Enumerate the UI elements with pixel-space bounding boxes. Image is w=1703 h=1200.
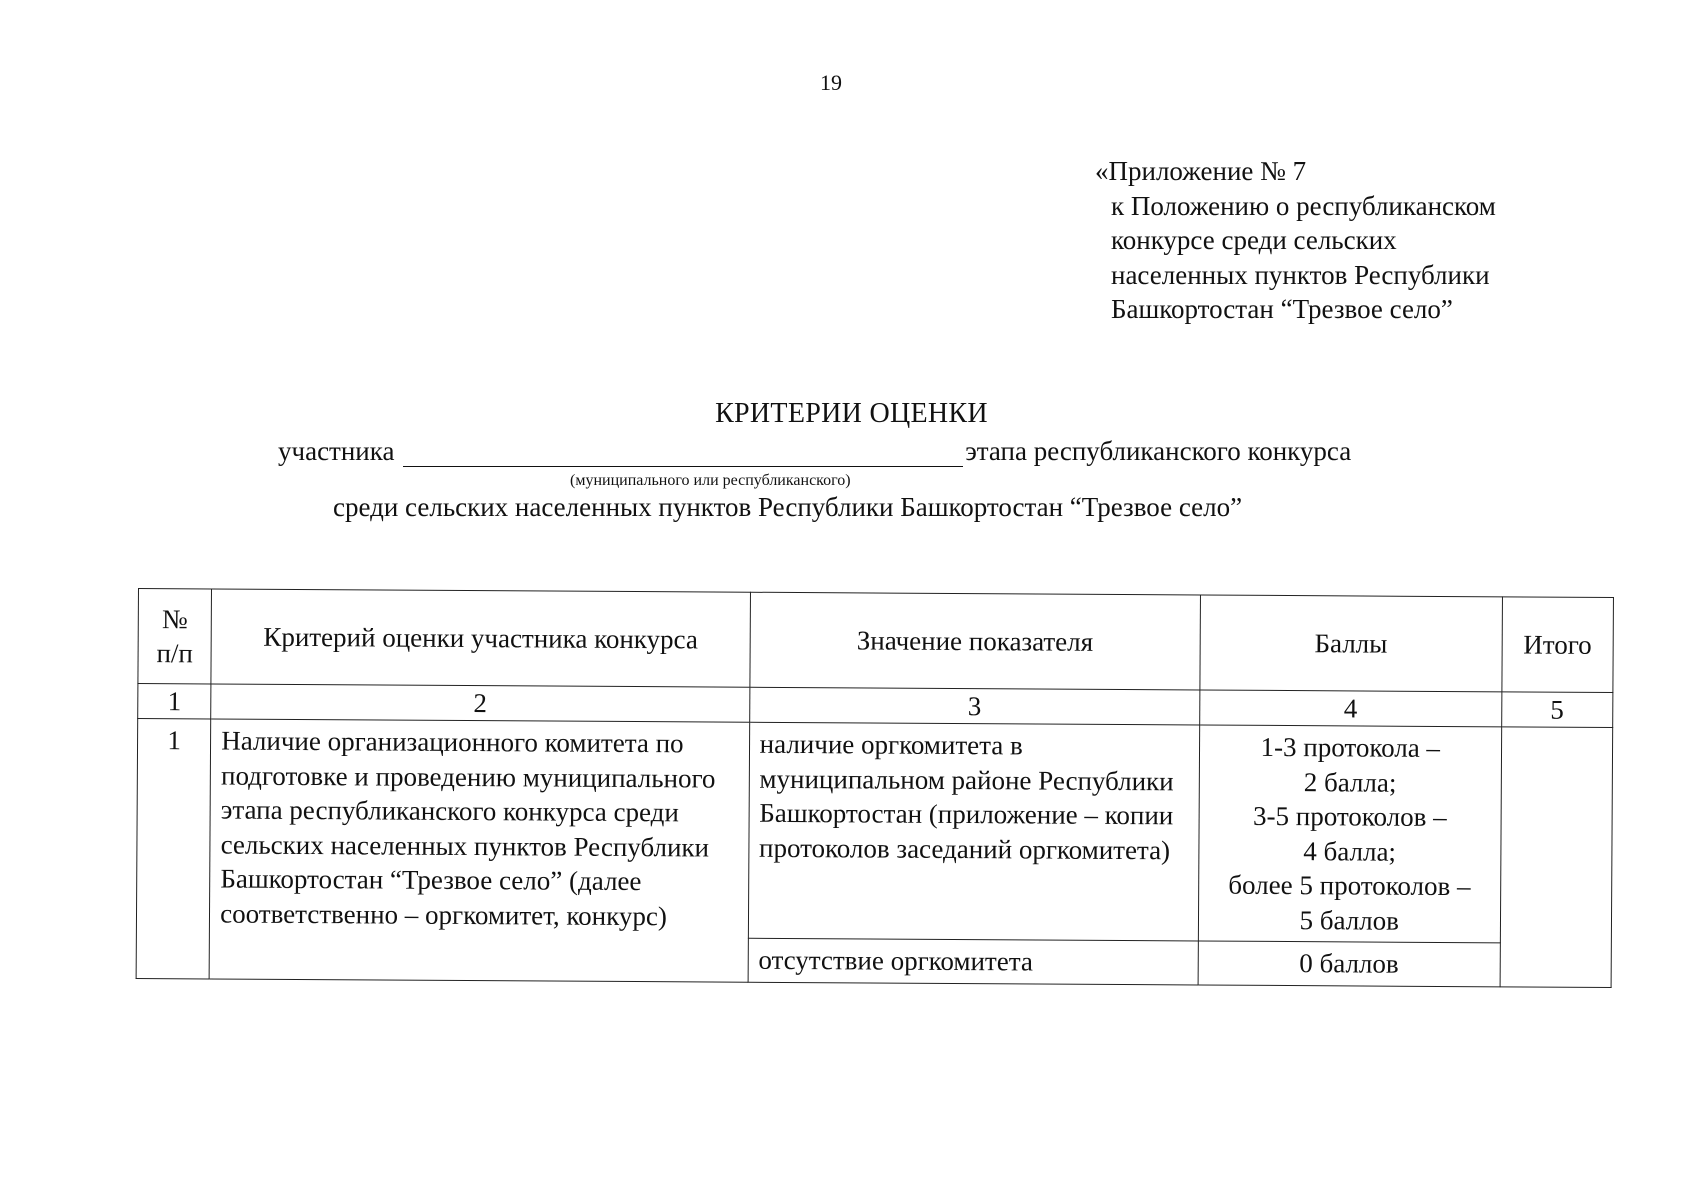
appendix-line: населенных пунктов Республики — [1111, 259, 1490, 290]
criteria-table — [136, 588, 1614, 988]
appendix-line: Башкортостан “Трезвое село” — [1111, 294, 1453, 324]
header-value: Значение показателя — [750, 592, 1201, 690]
column-number: 2 — [211, 684, 750, 722]
appendix-line: к Положению о республиканском — [1111, 190, 1496, 221]
page-number: 19 — [820, 70, 842, 95]
points-line: 2 балла; — [1303, 766, 1397, 798]
row-criterion: Наличие организационного комитета по подготовке и проведению муниципального этапа республиканского конкурса среди сельских населенных пунктов Республики Башкортостан “Трезвое село” (далее соответственно – оргкомитет, конкурс) — [209, 719, 749, 982]
header-points: Баллы — [1200, 595, 1502, 692]
table-header-row — [138, 589, 1614, 693]
row-value-present: наличие оргкомитета в муниципальном районе Республики Башкортостан (приложение – копии протоколов заседаний оргкомитета) — [748, 722, 1200, 941]
blank-hint: (муниципального или республиканского) — [570, 472, 851, 489]
column-number: 5 — [1501, 692, 1613, 728]
fill-in-blank — [403, 436, 963, 467]
subtitle-line-2: среди сельских населенных пунктов Республики Башкортостан “Трезвое село” — [333, 492, 1243, 522]
row-value-absent: отсутствие оргкомитета — [748, 938, 1198, 984]
row-points-present — [1198, 725, 1501, 943]
table-row — [136, 719, 1612, 944]
header-num: № п/п — [138, 589, 212, 684]
column-number: 3 — [749, 687, 1199, 725]
appendix-reference — [1095, 154, 1496, 327]
appendix-line: «Приложение № 7 — [1095, 156, 1307, 186]
appendix-line: конкурсе среди сельских — [1111, 225, 1397, 255]
points-line: 1-3 протокола – — [1260, 731, 1441, 763]
header-criterion: Критерий оценки участника конкурса — [211, 589, 750, 687]
column-number: 1 — [138, 684, 211, 719]
subtitle-prefix: участника — [278, 436, 395, 466]
row-points-absent: 0 баллов — [1198, 941, 1500, 986]
points-line: 3-5 протоколов – — [1252, 800, 1447, 832]
subtitle-line — [278, 436, 1351, 467]
points-line: более 5 протоколов – — [1228, 869, 1471, 902]
header-total: Итого — [1502, 597, 1614, 693]
points-line: 5 баллов — [1299, 904, 1400, 936]
column-number: 4 — [1200, 690, 1502, 727]
subtitle-suffix: этапа республиканского конкурса — [965, 436, 1352, 466]
document-title: КРИТЕРИИ ОЦЕНКИ — [715, 398, 988, 429]
row-num: 1 — [136, 719, 211, 979]
row-total — [1500, 727, 1613, 987]
points-line: 4 балла; — [1303, 835, 1397, 867]
